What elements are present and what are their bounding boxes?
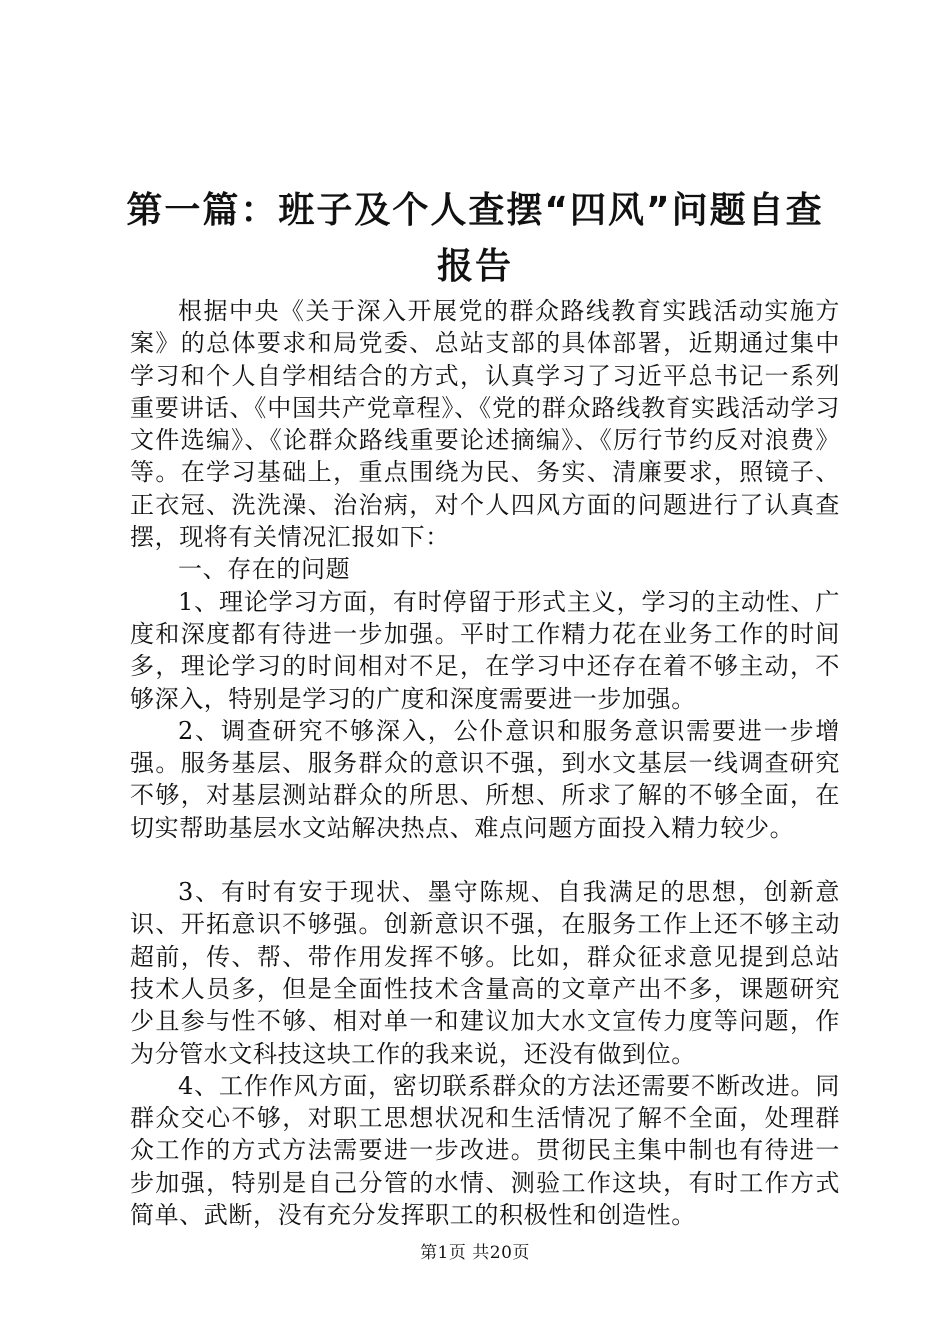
intro-paragraph: 根据中央《关于深入开展党的群众路线教育实践活动实施方案》的总体要求和局党委、总站支部的具体部署，近期通过集中学习和个人自学相结合的方式，认真学习了习近平总书记一系列重要讲话、《中国共产党章程》、《党的群众路线教育实践活动学习文件选编》、《论群众路线重要论述摘编》、《厉行节约反对浪费》等。在学习基础上，重点围绕为民、务实、清廉要求，照镜子、正衣冠、洗洗澡、治治病，对个人四风方面的问题进行了认真查摆，现将有关情况汇报如下： [130, 297, 840, 552]
page-number-footer: 第1页 共20页 [420, 1243, 530, 1263]
paragraph-gap [130, 844, 840, 876]
document-title: 第一篇：班子及个人查摆“四风”问题自查报告 [126, 190, 824, 287]
issue-paragraph-4: 4、工作作风方面，密切联系群众的方法还需要不断改进。同群众交心不够，对职工思想状况和生活情况了解不全面，处理群众工作的方式方法需要进一步改进。贯彻民主集中制也有待进一步加强，特别是自己分管的水情、测验工作这块，有时工作方式简单、武断，没有充分发挥职工的积极性和创造性。 [130, 1071, 840, 1230]
issue-paragraph-1: 1、理论学习方面，有时停留于形式主义，学习的主动性、广度和深度都有待进一步加强。平时工作精力花在业务工作的时间多，理论学习的时间相对不足，在学习中还存在着不够主动，不够深入，特别是学习的广度和深度需要进一步加强。 [130, 587, 840, 713]
section-heading: 一、存在的问题 [178, 555, 351, 584]
issue-paragraph-2: 2、调查研究不够深入，公仆意识和服务意识需要进一步增强。服务基层、服务群众的意识不强，到水文基层一线调查研究不够，对基层测站群众的所思、所想、所求了解的不够全面，在切实帮助基层水文站解决热点、难点问题方面投入精力较少。 [130, 716, 840, 842]
issue-paragraph-3: 3、有时有安于现状、墨守陈规、自我满足的思想，创新意识、开拓意识不够强。创新意识不强，在服务工作上还不够主动超前，传、帮、带作用发挥不够。比如，群众征求意见提到总站技术人员多，但是全面性技术含量高的文章产出不多，课题研究少且参与性不够、相对单一和建议加大水文宣传力度等问题，作为分管水文科技这块工作的我来说，还没有做到位。 [130, 878, 840, 1068]
document-body [130, 295, 840, 1231]
